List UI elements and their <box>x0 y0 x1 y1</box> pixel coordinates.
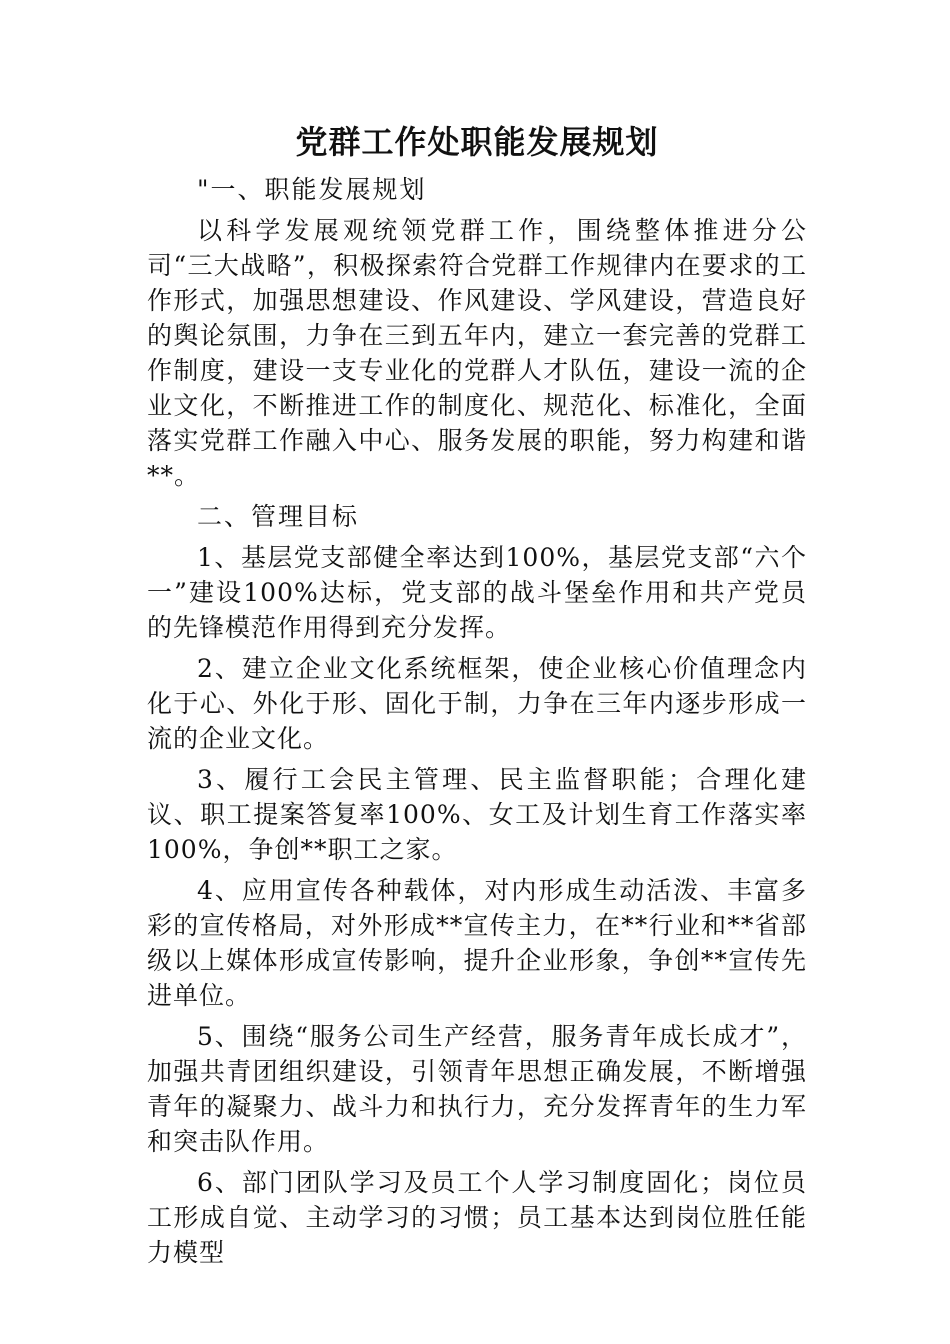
section-heading-2: 二、管理目标 <box>197 502 360 531</box>
paragraph-1: 以科学发展观统领党群工作，围绕整体推进分公司“三大战略”，积极探索符合党群工作规律内在要求的工作形式，加强思想建设、作风建设、学风建设，营造良好的舆论氛围，力争在三到五年内，建立一套完善的党群工作制度，建设一支专业化的党群人才队伍，建设一流的企业文化，不断推进工作的制度化、规范化、标准化，全面落实党群工作融入中心、服务发展的职能，努力构建和谐**。 <box>147 216 807 490</box>
paragraph-goal-3: 3、履行工会民主管理、民主监督职能；合理化建议、职工提案答复率100%、女工及计划生育工作落实率100%，争创**职工之家。 <box>147 765 807 864</box>
paragraph-goal-5: 5、围绕“服务公司生产经营，服务青年成长成才”，加强共青团组织建设，引领青年思想正确发展，不断增强青年的凝聚力、战斗力和执行力，充分发挥青年的生力军和突击队作用。 <box>147 1022 807 1156</box>
section-heading-1: "一、职能发展规划 <box>197 175 427 204</box>
paragraph-goal-4: 4、应用宣传各种载体，对内形成生动活泼、丰富多彩的宣传格局，对外形成**宣传主力，在**行业和**省部级以上媒体形成宣传影响，提升企业形象，争创**宣传先进单位。 <box>147 876 807 1010</box>
paragraph-goal-1: 1、基层党支部健全率达到100%，基层党支部“六个一”建设100%达标，党支部的战斗堡垒作用和共产党员的先锋模范作用得到充分发挥。 <box>147 543 807 642</box>
document-title: 党群工作处职能发展规划 <box>295 123 659 161</box>
document-page <box>147 118 807 1276</box>
paragraph-goal-2: 2、建立企业文化系统框架，使企业核心价值理念内化于心、外化于形、固化于制，力争在三年内逐步形成一流的企业文化。 <box>147 654 807 753</box>
paragraph-goal-6: 6、部门团队学习及员工个人学习制度固化；岗位员工形成自觉、主动学习的习惯；员工基本达到岗位胜任能力模型 <box>147 1168 807 1267</box>
